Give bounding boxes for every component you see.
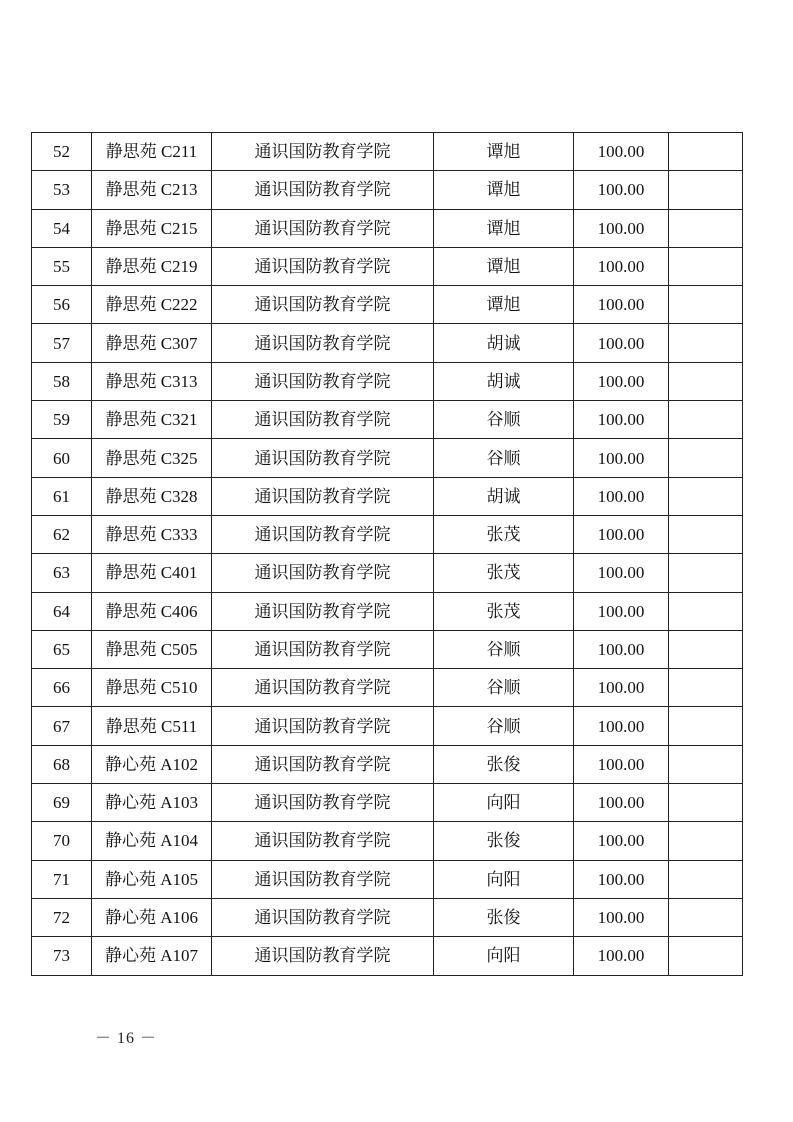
- score-cell: 100.00: [574, 937, 669, 975]
- note-cell: [669, 439, 743, 477]
- table-row: [32, 171, 743, 209]
- table-row: [32, 669, 743, 707]
- room-cell: 静思苑 C333: [92, 515, 212, 553]
- table-row: [32, 937, 743, 975]
- person-cell: 谭旭: [434, 247, 574, 285]
- note-cell: [669, 937, 743, 975]
- person-cell: 胡诚: [434, 324, 574, 362]
- note-cell: [669, 477, 743, 515]
- person-cell: 张俊: [434, 898, 574, 936]
- person-cell: 谭旭: [434, 171, 574, 209]
- college-cell: 通识国防教育学院: [212, 133, 434, 171]
- college-cell: 通识国防教育学院: [212, 745, 434, 783]
- note-cell: [669, 898, 743, 936]
- note-cell: [669, 209, 743, 247]
- note-cell: [669, 133, 743, 171]
- page-number: － 16 －: [95, 1030, 158, 1047]
- table-row: [32, 362, 743, 400]
- score-cell: 100.00: [574, 247, 669, 285]
- table-row: [32, 860, 743, 898]
- row-number-cell: 60: [32, 439, 92, 477]
- row-number-cell: 70: [32, 822, 92, 860]
- person-cell: 谭旭: [434, 286, 574, 324]
- score-cell: 100.00: [574, 209, 669, 247]
- score-cell: 100.00: [574, 745, 669, 783]
- college-cell: 通识国防教育学院: [212, 247, 434, 285]
- person-cell: 张茂: [434, 554, 574, 592]
- score-cell: 100.00: [574, 822, 669, 860]
- score-cell: 100.00: [574, 286, 669, 324]
- row-number-cell: 63: [32, 554, 92, 592]
- room-cell: 静心苑 A104: [92, 822, 212, 860]
- table-row: [32, 209, 743, 247]
- college-cell: 通识国防教育学院: [212, 401, 434, 439]
- table-row: [32, 822, 743, 860]
- row-number-cell: 66: [32, 669, 92, 707]
- score-cell: 100.00: [574, 669, 669, 707]
- note-cell: [669, 745, 743, 783]
- note-cell: [669, 822, 743, 860]
- table-row: [32, 707, 743, 745]
- score-cell: 100.00: [574, 477, 669, 515]
- row-number-cell: 54: [32, 209, 92, 247]
- row-number-cell: 58: [32, 362, 92, 400]
- room-cell: 静思苑 C511: [92, 707, 212, 745]
- room-cell: 静心苑 A103: [92, 784, 212, 822]
- college-cell: 通识国防教育学院: [212, 362, 434, 400]
- room-cell: 静思苑 C401: [92, 554, 212, 592]
- note-cell: [669, 324, 743, 362]
- note-cell: [669, 554, 743, 592]
- room-cell: 静思苑 C313: [92, 362, 212, 400]
- score-cell: 100.00: [574, 784, 669, 822]
- score-cell: 100.00: [574, 401, 669, 439]
- row-number-cell: 57: [32, 324, 92, 362]
- inspection-table: [31, 132, 743, 976]
- score-cell: 100.00: [574, 592, 669, 630]
- row-number-cell: 56: [32, 286, 92, 324]
- table-row: [32, 745, 743, 783]
- row-number-cell: 52: [32, 133, 92, 171]
- table-row: [32, 784, 743, 822]
- note-cell: [669, 171, 743, 209]
- row-number-cell: 53: [32, 171, 92, 209]
- room-cell: 静思苑 C219: [92, 247, 212, 285]
- person-cell: 张茂: [434, 515, 574, 553]
- note-cell: [669, 784, 743, 822]
- college-cell: 通识国防教育学院: [212, 209, 434, 247]
- table-row: [32, 592, 743, 630]
- row-number-cell: 62: [32, 515, 92, 553]
- person-cell: 谷顺: [434, 669, 574, 707]
- note-cell: [669, 707, 743, 745]
- college-cell: 通识国防教育学院: [212, 171, 434, 209]
- person-cell: 胡诚: [434, 477, 574, 515]
- score-cell: 100.00: [574, 133, 669, 171]
- score-cell: 100.00: [574, 630, 669, 668]
- person-cell: 谷顺: [434, 439, 574, 477]
- person-cell: 谷顺: [434, 401, 574, 439]
- room-cell: 静思苑 C213: [92, 171, 212, 209]
- table-row: [32, 554, 743, 592]
- college-cell: 通识国防教育学院: [212, 822, 434, 860]
- score-cell: 100.00: [574, 362, 669, 400]
- room-cell: 静思苑 C307: [92, 324, 212, 362]
- person-cell: 谷顺: [434, 707, 574, 745]
- score-cell: 100.00: [574, 324, 669, 362]
- person-cell: 谭旭: [434, 133, 574, 171]
- note-cell: [669, 247, 743, 285]
- score-cell: 100.00: [574, 439, 669, 477]
- row-number-cell: 72: [32, 898, 92, 936]
- table-row: [32, 515, 743, 553]
- table-row: [32, 247, 743, 285]
- college-cell: 通识国防教育学院: [212, 477, 434, 515]
- room-cell: 静思苑 C325: [92, 439, 212, 477]
- person-cell: 张俊: [434, 822, 574, 860]
- college-cell: 通识国防教育学院: [212, 784, 434, 822]
- room-cell: 静心苑 A106: [92, 898, 212, 936]
- person-cell: 胡诚: [434, 362, 574, 400]
- table-row: [32, 439, 743, 477]
- note-cell: [669, 515, 743, 553]
- room-cell: 静思苑 C406: [92, 592, 212, 630]
- row-number-cell: 68: [32, 745, 92, 783]
- note-cell: [669, 630, 743, 668]
- room-cell: 静心苑 A105: [92, 860, 212, 898]
- room-cell: 静思苑 C222: [92, 286, 212, 324]
- person-cell: 谷顺: [434, 630, 574, 668]
- note-cell: [669, 286, 743, 324]
- table-row: [32, 401, 743, 439]
- room-cell: 静思苑 C510: [92, 669, 212, 707]
- college-cell: 通识国防教育学院: [212, 898, 434, 936]
- score-cell: 100.00: [574, 898, 669, 936]
- college-cell: 通识国防教育学院: [212, 937, 434, 975]
- row-number-cell: 71: [32, 860, 92, 898]
- row-number-cell: 61: [32, 477, 92, 515]
- row-number-cell: 59: [32, 401, 92, 439]
- row-number-cell: 55: [32, 247, 92, 285]
- room-cell: 静心苑 A102: [92, 745, 212, 783]
- room-cell: 静思苑 C328: [92, 477, 212, 515]
- person-cell: 谭旭: [434, 209, 574, 247]
- college-cell: 通识国防教育学院: [212, 439, 434, 477]
- college-cell: 通识国防教育学院: [212, 707, 434, 745]
- room-cell: 静思苑 C215: [92, 209, 212, 247]
- row-number-cell: 67: [32, 707, 92, 745]
- room-cell: 静心苑 A107: [92, 937, 212, 975]
- score-cell: 100.00: [574, 707, 669, 745]
- person-cell: 向阳: [434, 937, 574, 975]
- college-cell: 通识国防教育学院: [212, 286, 434, 324]
- room-cell: 静思苑 C321: [92, 401, 212, 439]
- college-cell: 通识国防教育学院: [212, 860, 434, 898]
- room-cell: 静思苑 C505: [92, 630, 212, 668]
- table-row: [32, 898, 743, 936]
- person-cell: 张茂: [434, 592, 574, 630]
- score-cell: 100.00: [574, 860, 669, 898]
- college-cell: 通识国防教育学院: [212, 669, 434, 707]
- note-cell: [669, 592, 743, 630]
- note-cell: [669, 401, 743, 439]
- table-row: [32, 286, 743, 324]
- row-number-cell: 64: [32, 592, 92, 630]
- college-cell: 通识国防教育学院: [212, 630, 434, 668]
- college-cell: 通识国防教育学院: [212, 324, 434, 362]
- person-cell: 向阳: [434, 784, 574, 822]
- row-number-cell: 73: [32, 937, 92, 975]
- college-cell: 通识国防教育学院: [212, 515, 434, 553]
- score-cell: 100.00: [574, 554, 669, 592]
- score-cell: 100.00: [574, 515, 669, 553]
- table-body: [32, 133, 743, 976]
- score-cell: 100.00: [574, 171, 669, 209]
- note-cell: [669, 669, 743, 707]
- row-number-cell: 69: [32, 784, 92, 822]
- table-row: [32, 133, 743, 171]
- person-cell: 向阳: [434, 860, 574, 898]
- person-cell: 张俊: [434, 745, 574, 783]
- table-row: [32, 324, 743, 362]
- college-cell: 通识国防教育学院: [212, 554, 434, 592]
- table-row: [32, 477, 743, 515]
- college-cell: 通识国防教育学院: [212, 592, 434, 630]
- note-cell: [669, 860, 743, 898]
- room-cell: 静思苑 C211: [92, 133, 212, 171]
- table-row: [32, 630, 743, 668]
- row-number-cell: 65: [32, 630, 92, 668]
- note-cell: [669, 362, 743, 400]
